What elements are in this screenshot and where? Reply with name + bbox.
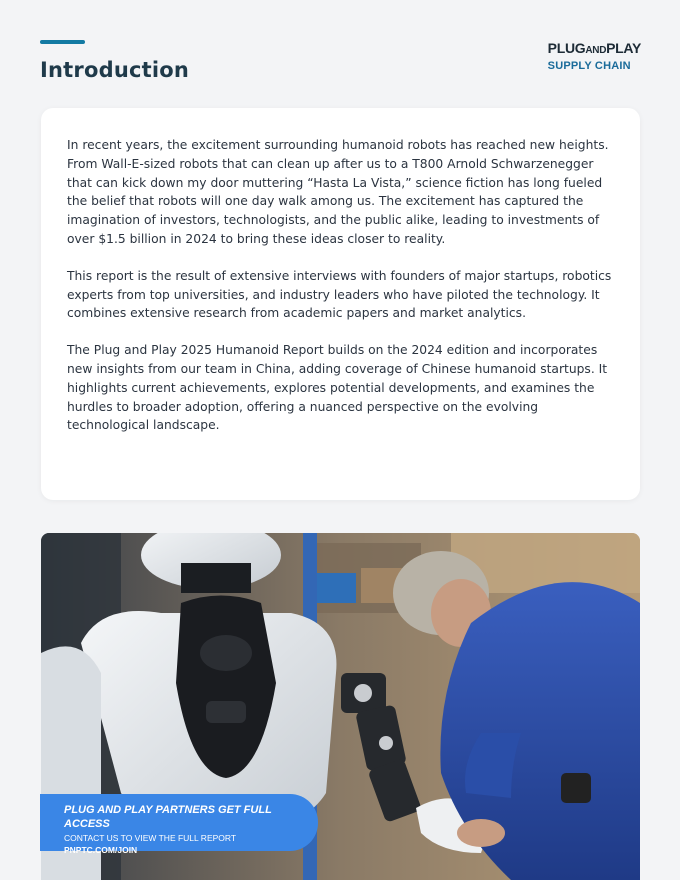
plug-and-play-logo xyxy=(548,40,641,73)
cta-headline: PLUG AND PLAY PARTNERS GET FULL ACCESS xyxy=(64,804,272,830)
partner-access-banner[interactable] xyxy=(40,794,318,855)
cta-subline: CONTACT US TO VIEW THE FULL REPORT xyxy=(64,833,237,843)
logo-word-and: AND xyxy=(585,45,607,56)
intro-paragraph-3: The Plug and Play 2025 Humanoid Report builds on the 2024 edition and incorporates new insights from our team in China, adding coverage of Chinese humanoid startups. It highlights current achievements, explores potential developments, and examines the hurdles to broader adoption, offering a nuanced perspective on the evolving technological landscape. xyxy=(67,343,608,433)
logo-word-plug: PLUG xyxy=(547,40,586,56)
intro-paragraph-2: This report is the result of extensive interviews with founders of major startups, robotics experts from top universities, and industry leaders who have piloted the technology. It combines extensive research from academic papers and market analytics. xyxy=(67,268,612,321)
introduction-card xyxy=(41,108,640,500)
logo-wordmark xyxy=(548,40,641,59)
page-title: Introduction xyxy=(40,58,190,82)
intro-paragraph-1: In recent years, the excitement surrounding humanoid robots has reached new heights. From Wall-E-sized robots that can clean up after us to a T800 Arnold Schwarzenegger that can kick down my door muttering “Hasta La Vista,” science fiction has long fueled the belief that robots will one day walk among us. The excitement has captured the imagination of investors, technologists, and the public alike, leading to investments of over $1.5 billion in 2024 to bring these ideas closer to reality. xyxy=(67,138,609,246)
title-accent-bar xyxy=(40,40,85,44)
logo-subtitle: SUPPLY CHAIN xyxy=(547,60,631,72)
join-link[interactable]: PNPTC.COM/JOIN xyxy=(64,845,138,855)
logo-word-play: PLAY xyxy=(606,40,641,56)
